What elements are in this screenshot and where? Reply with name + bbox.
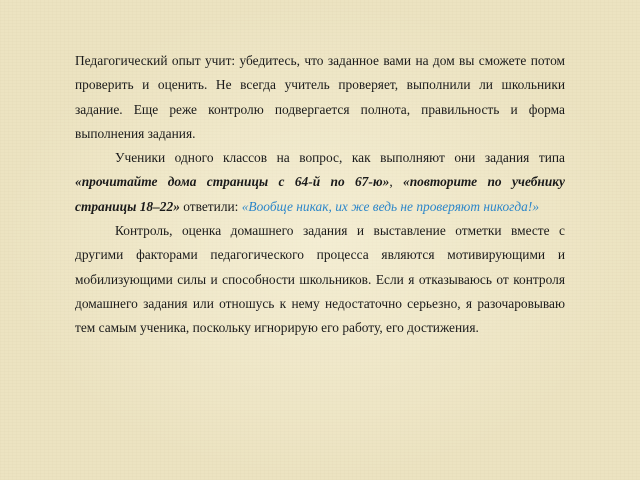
answered-text: ответили: — [179, 198, 242, 214]
paragraph-control: Контроль, оценка домашнего задания и выставление отметки вместе с другими факторами педагогического процесса являются мотивирующими и мобилизующими силы и способности школьников. Если я отказываюсь от контроля домашнего задания или отношусь к нему недостаточно серьезно, я разочаровываю тем самым ученика, поскольку игнорирую его работу, его достижения. — [75, 223, 565, 336]
text-body — [75, 49, 565, 341]
survey-lead: Ученики одного классов на вопрос, как выполняют они задания типа — [115, 150, 565, 166]
student-answer-quote: «Вообще никак, их же ведь не проверяют никогда!» — [241, 198, 540, 214]
task-example-reading: «прочитайте дома страницы с 64-й по 67-ю» — [75, 174, 390, 190]
paragraph-experience: Педагогический опыт учит: убедитесь, что заданное вами на дом вы сможете потом проверить и оценить. Не всегда учитель проверяет, выполнили ли школьники задание. Еще реже контролю подвергается полнота, правильность и форма выполнения задания. — [75, 53, 565, 141]
task-separator: , — [389, 174, 404, 190]
paragraph-survey — [75, 146, 565, 219]
task-example-review: «повторите по учебнику страницы 18–22» — [75, 174, 565, 214]
